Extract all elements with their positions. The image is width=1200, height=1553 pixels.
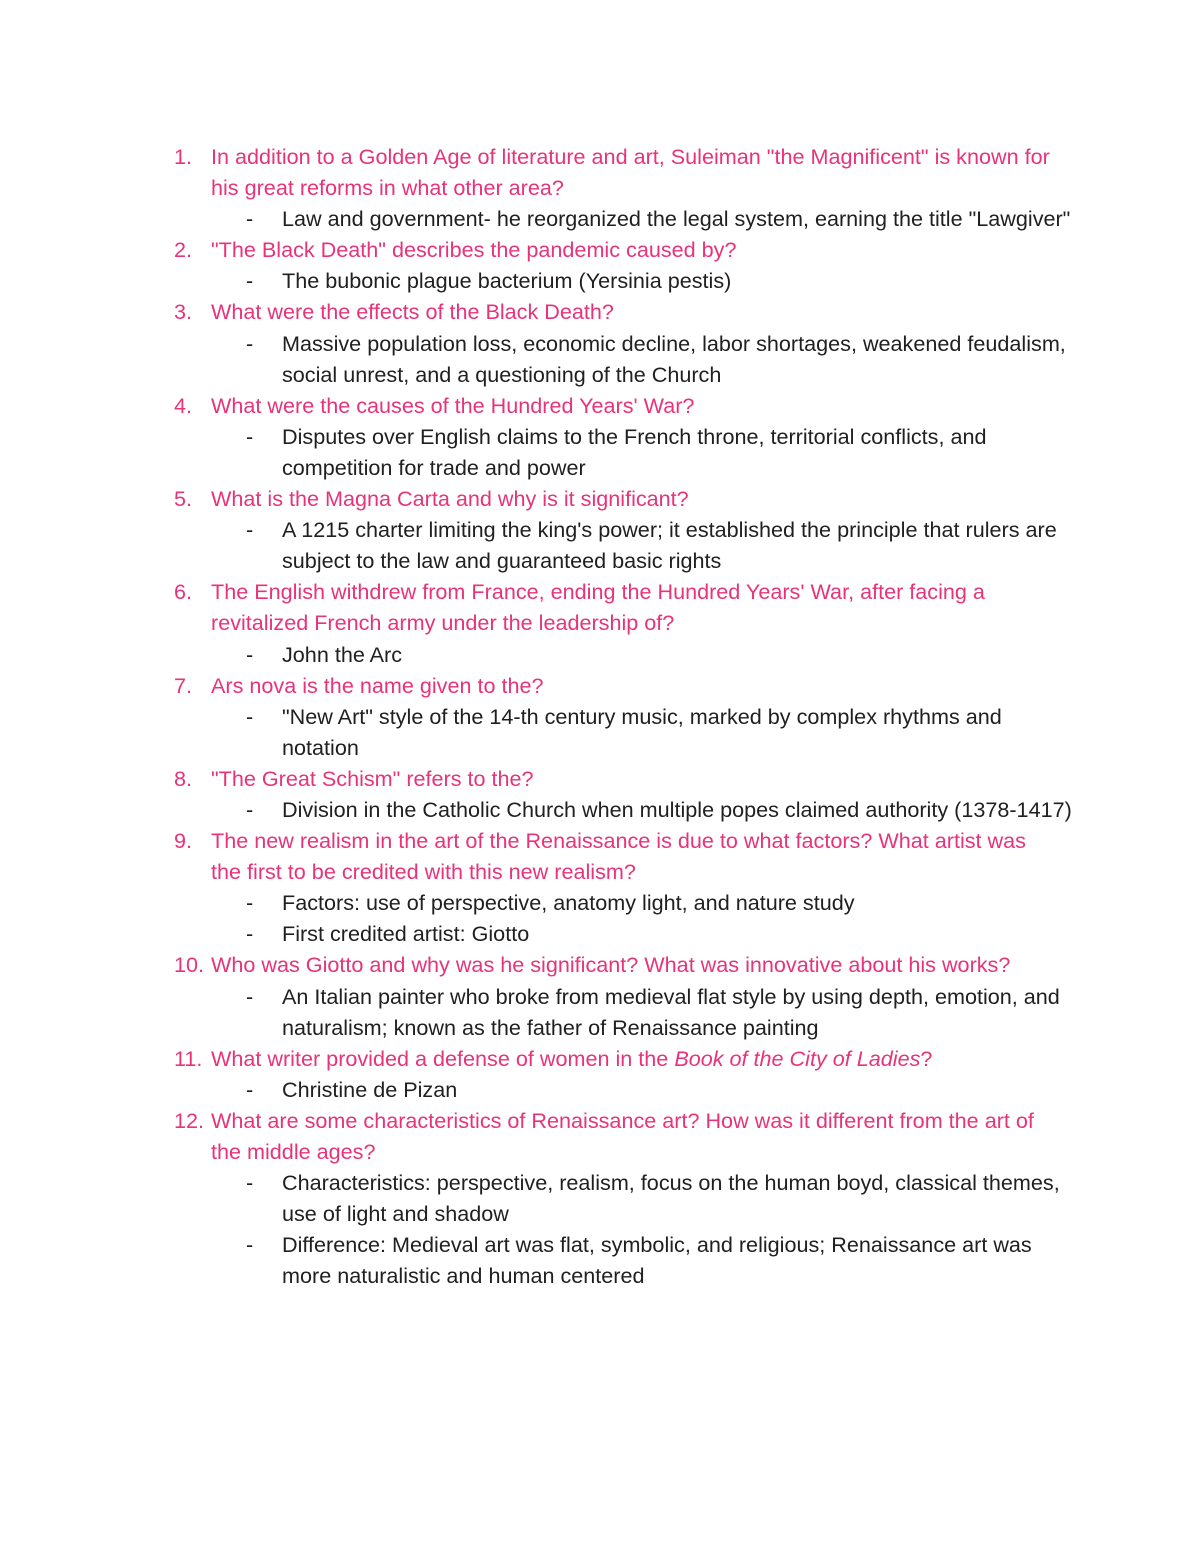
answer-text: A 1215 charter limiting the king's power; it established the principle that rulers are subject to the law and guaranteed basic rights (282, 517, 1057, 574)
answer-2 (174, 265, 1072, 296)
answer-text: "New Art" style of the 14-th century music, marked by complex rhythms and notation (282, 703, 1002, 760)
answer-5 (174, 514, 1072, 576)
question-2 (174, 234, 1074, 265)
question-number: 1. (174, 144, 193, 169)
answer-6 (174, 639, 1072, 670)
question-text: "The Great Schism" refers to the? (211, 765, 534, 791)
question-text: What is the Magna Carta and why is it significant? (211, 486, 689, 512)
question-text: What were the causes of the Hundred Years' War? (211, 392, 695, 418)
question-text: In addition to a Golden Age of literature and art, Suleiman "the Magnificent" is known for his great reforms in what other area? (211, 144, 1050, 201)
answer-text: Characteristics: perspective, realism, focus on the human boyd, classical themes, use of light and shadow (282, 1170, 1060, 1227)
question-text (211, 1043, 1061, 1074)
answer-text: Difference: Medieval art was flat, symbolic, and religious; Renaissance art was more naturalistic and human centered (282, 1232, 1032, 1289)
question-number: 2. (174, 237, 193, 263)
bullet-dash: - (246, 1232, 254, 1258)
question-text: "The Black Death" describes the pandemic caused by? (211, 237, 737, 263)
question-number: 10. (174, 952, 205, 978)
question-number: 6. (174, 579, 193, 605)
answer-text: Factors: use of perspective, anatomy light, and nature study (282, 890, 855, 916)
question-text-start: What writer provided a defense of women in the (211, 1045, 675, 1071)
question-number: 5. (174, 486, 193, 512)
book-title: Book of the City of Ladies (674, 1045, 921, 1071)
bullet-dash: - (246, 268, 254, 294)
answer-1 (174, 203, 1072, 234)
bullet-dash: - (246, 890, 254, 916)
answer-4 (174, 421, 1072, 483)
question-text: What are some characteristics of Renaissance art? How was it different from the art of the middle ages? (211, 1107, 1034, 1164)
question-9 (174, 825, 1074, 887)
question-3 (174, 296, 1074, 327)
question-text: Ars nova is the name given to the? (211, 672, 544, 698)
question-8 (174, 763, 1074, 794)
answer-text: First credited artist: Giotto (282, 921, 530, 947)
bullet-dash: - (246, 1170, 254, 1196)
bullet-dash: - (246, 517, 254, 543)
answer-text: Disputes over English claims to the French throne, territorial conflicts, and competition for trade and power (282, 423, 987, 480)
bullet-dash: - (246, 423, 254, 449)
bullet-dash: - (246, 206, 254, 232)
bullet-dash: - (246, 921, 254, 947)
answer-text: Massive population loss, economic decline, labor shortages, weakened feudalism, social unrest, and a questioning of the Church (282, 330, 1066, 387)
answer-10 (174, 981, 1072, 1043)
bullet-dash: - (246, 1076, 254, 1102)
bullet-dash: - (246, 703, 254, 729)
answer-text: John the Arc (282, 641, 403, 667)
answer-text: Law and government- he reorganized the legal system, earning the title "Lawgiver" (282, 206, 1071, 232)
question-text: The new realism in the art of the Renaissance is due to what factors? What artist was the first to be credited with this new realism? (211, 828, 1026, 885)
answer-text: Division in the Catholic Church when multiple popes claimed authority (1378-1417) (282, 796, 1072, 822)
answer-12a (174, 1167, 1072, 1229)
answer-11 (174, 1074, 1072, 1105)
answer-3 (174, 328, 1072, 390)
question-number: 9. (174, 828, 193, 854)
answer-8 (174, 794, 1072, 825)
question-number: 8. (174, 765, 193, 791)
question-number: 4. (174, 392, 193, 418)
bullet-dash: - (246, 330, 254, 356)
question-11 (174, 1043, 1074, 1074)
question-text: Who was Giotto and why was he significant? What was innovative about his works? (211, 952, 1011, 978)
answer-text: Christine de Pizan (282, 1076, 458, 1102)
answer-9a (174, 887, 1072, 918)
answer-9b (174, 918, 1072, 949)
answer-text: The bubonic plague bacterium (Yersinia pestis) (282, 268, 732, 294)
answer-text: An Italian painter who broke from medieval flat style by using depth, emotion, and naturalism; known as the father of Renaissance painting (282, 983, 1060, 1040)
question-number: 11. (174, 1045, 203, 1071)
question-number: 7. (174, 672, 193, 698)
question-12 (174, 1105, 1074, 1167)
question-text-end: ? (920, 1045, 933, 1071)
question-10 (174, 949, 1074, 980)
bullet-dash: - (246, 796, 254, 822)
question-4 (174, 390, 1074, 421)
question-list (174, 141, 1074, 1291)
bullet-dash: - (246, 983, 254, 1009)
question-7 (174, 670, 1074, 701)
bullet-dash: - (246, 641, 254, 667)
question-6 (174, 576, 1074, 638)
answer-12b (174, 1229, 1072, 1291)
question-text: The English withdrew from France, ending the Hundred Years' War, after facing a revitalized French army under the leadership of? (211, 579, 985, 636)
question-number: 3. (174, 299, 193, 325)
answer-7 (174, 701, 1072, 763)
question-5 (174, 483, 1074, 514)
question-text: What were the effects of the Black Death? (211, 299, 614, 325)
question-1 (174, 141, 1074, 203)
question-number: 12. (174, 1107, 205, 1133)
